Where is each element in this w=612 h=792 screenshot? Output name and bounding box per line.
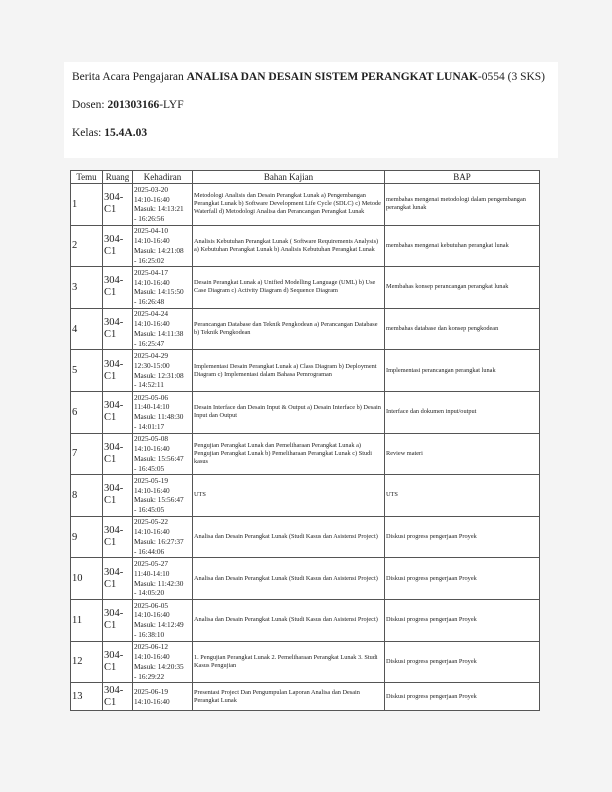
cell-kehadiran — [133, 308, 193, 350]
session-time: 14:10-16:40 — [134, 652, 170, 662]
cell-bap: Implementasi perancangan perangkat lunak — [385, 350, 540, 392]
cell-temu: 10 — [71, 558, 103, 600]
check-in-time: Masuk: 15:56:47 — [134, 453, 184, 463]
check-in-time: Masuk: 16:27:37 — [134, 537, 184, 547]
session-date: 2025-06-12 — [134, 642, 169, 652]
session-date: 2025-04-17 — [134, 267, 169, 277]
cell-bap: Diskusi progress pengerjaan Proyek — [385, 641, 540, 683]
class-label: Kelas: — [72, 127, 105, 139]
cell-ruang: 304-C1 — [103, 433, 133, 475]
cell-ruang: 304-C1 — [103, 308, 133, 350]
cell-kehadiran — [133, 558, 193, 600]
cell-kehadiran — [133, 433, 193, 475]
cell-bap: Diskusi progress pengerjaan Proyek — [385, 599, 540, 641]
table-row — [71, 267, 540, 309]
session-date: 2025-06-05 — [134, 600, 169, 610]
cell-temu: 8 — [71, 475, 103, 517]
cell-bap: membahas mengenai metodologi dalam pengembangan perangkat lunak — [385, 184, 540, 226]
cell-bap: Diskusi progress pengerjaan Proyek — [385, 516, 540, 558]
course-code: -0554 (3 SKS) — [477, 71, 545, 83]
table-row — [71, 683, 540, 711]
lecturer-id: 201303166 — [107, 99, 160, 111]
cell-ruang: 304-C1 — [103, 683, 133, 711]
cell-ruang: 304-C1 — [103, 225, 133, 267]
check-out-time: - 14:01:17 — [134, 422, 165, 432]
cell-ruang: 304-C1 — [103, 184, 133, 226]
cell-kehadiran — [133, 350, 193, 392]
table-row — [71, 433, 540, 475]
check-in-time: Masuk: 14:11:38 — [134, 329, 184, 339]
cell-bahan-kajian: Analisa dan Desain Perangkat Lunak (Studi Kasus dan Asistensi Project) — [193, 599, 385, 641]
lecturer-line — [72, 98, 550, 112]
table-row — [71, 350, 540, 392]
column-header-bahan-kajian: Bahan Kajian — [193, 171, 385, 184]
cell-bahan-kajian: Desain Perangkat Lunak a) Unified Modelling Language (UML) b) Use Case Diagram c) Activity Diagram d) Sequence Diagram — [193, 267, 385, 309]
cell-temu: 11 — [71, 599, 103, 641]
check-out-time: - 16:45:05 — [134, 463, 165, 473]
cell-bap: Diskusi progress pengerjaan Proyek — [385, 683, 540, 711]
session-time: 14:10-16:40 — [134, 527, 170, 537]
session-date: 2025-04-24 — [134, 309, 169, 319]
cell-temu: 12 — [71, 641, 103, 683]
attendance-table — [70, 170, 540, 711]
cell-temu: 7 — [71, 433, 103, 475]
session-time: 11:40-14:10 — [134, 568, 170, 578]
cell-bahan-kajian: Analisa dan Desain Perangkat Lunak (Studi Kasus dan Asistensi Project) — [193, 516, 385, 558]
check-in-time: Masuk: 14:13:21 — [134, 204, 184, 214]
session-date: 2025-05-22 — [134, 517, 169, 527]
cell-ruang: 304-C1 — [103, 558, 133, 600]
cell-bahan-kajian: Implementasi Desain Perangkat Lunak a) Class Diagram b) Deployment Diagram c) Implementasi dalam Bahasa Pemrograman — [193, 350, 385, 392]
table-row — [71, 475, 540, 517]
check-out-time: - 16:38:10 — [134, 630, 165, 640]
check-out-time: - 14:52:11 — [134, 380, 164, 390]
cell-ruang: 304-C1 — [103, 350, 133, 392]
cell-bahan-kajian: Perancangan Database dan Teknik Pengkodean a) Perancangan Database b) Teknik Pengkodean — [193, 308, 385, 350]
cell-ruang: 304-C1 — [103, 267, 133, 309]
cell-kehadiran — [133, 391, 193, 433]
cell-temu: 9 — [71, 516, 103, 558]
document-title — [72, 70, 550, 84]
check-in-time: Masuk: 14:15:50 — [134, 287, 184, 297]
session-time: 11:40-14:10 — [134, 402, 170, 412]
cell-bahan-kajian: 1. Pengujian Perangkat Lunak 2. Pemeliharaan Perangkat Lunak 3. Studi Kasus Pengujian — [193, 641, 385, 683]
cell-kehadiran — [133, 475, 193, 517]
session-date: 2025-05-19 — [134, 475, 169, 485]
session-date: 2025-03-20 — [134, 184, 169, 194]
check-in-time: Masuk: 14:21:08 — [134, 245, 184, 255]
cell-ruang: 304-C1 — [103, 599, 133, 641]
cell-kehadiran — [133, 516, 193, 558]
cell-bap: Diskusi progress pengerjaan Proyek — [385, 558, 540, 600]
table-row — [71, 225, 540, 267]
check-in-time: Masuk: 12:31:08 — [134, 370, 184, 380]
session-time: 12:30-15:00 — [134, 360, 170, 370]
session-date: 2025-04-29 — [134, 351, 169, 361]
cell-bap: Membahas konsep perancangan perangkat lunak — [385, 267, 540, 309]
cell-kehadiran — [133, 683, 193, 711]
check-in-time: Masuk: 11:42:30 — [134, 578, 184, 588]
table-row — [71, 308, 540, 350]
cell-temu: 4 — [71, 308, 103, 350]
column-header-temu: Temu — [71, 171, 103, 184]
table-row — [71, 599, 540, 641]
cell-bap: UTS — [385, 475, 540, 517]
cell-temu: 3 — [71, 267, 103, 309]
cell-bap: Review materi — [385, 433, 540, 475]
table-header-row — [71, 171, 540, 184]
cell-kehadiran — [133, 225, 193, 267]
session-time: 14:10-16:40 — [134, 319, 170, 329]
column-header-ruang: Ruang — [103, 171, 133, 184]
session-date: 2025-06-19 — [134, 686, 169, 696]
cell-ruang: 304-C1 — [103, 475, 133, 517]
cell-temu: 2 — [71, 225, 103, 267]
column-header-kehadiran: Kehadiran — [133, 171, 193, 184]
table-row — [71, 558, 540, 600]
check-out-time: - 16:25:47 — [134, 338, 165, 348]
cell-bahan-kajian: UTS — [193, 475, 385, 517]
table-row — [71, 641, 540, 683]
column-header-bap: BAP — [385, 171, 540, 184]
table-row — [71, 184, 540, 226]
cell-temu: 5 — [71, 350, 103, 392]
cell-kehadiran — [133, 599, 193, 641]
cell-bahan-kajian: Analisis Kebutuhan Perangkat Lunak ( Software Requirements Analysis) a) Kebutuhan Perangkat Lunak b) Analisis Kebutuhan Perangkat Lunak — [193, 225, 385, 267]
cell-bahan-kajian: Metodologi Analisis dan Desain Perangkat Lunak a) Pengembangan Perangkat Lunak b) Software Development Life Cycle (SDLC) c) Metode Waterfall d) Metodologi Analisa dan Perancangan Perangkat Lunak — [193, 184, 385, 226]
session-time: 14:10-16:40 — [134, 444, 170, 454]
table-row — [71, 516, 540, 558]
check-out-time: - 16:29:22 — [134, 671, 165, 681]
cell-kehadiran — [133, 267, 193, 309]
class-value: 15.4A.03 — [104, 127, 148, 139]
cell-temu: 1 — [71, 184, 103, 226]
session-time: 14:10-16:40 — [134, 236, 170, 246]
cell-bahan-kajian: Analisa dan Desain Perangkat Lunak (Studi Kasus dan Asistensi Project) — [193, 558, 385, 600]
class-line — [72, 126, 550, 140]
check-out-time: - 16:26:56 — [134, 214, 165, 224]
check-out-time: - 16:45:05 — [134, 505, 165, 515]
document-header — [64, 62, 558, 158]
lecturer-label: Dosen: — [72, 99, 108, 111]
session-time: 14:10-16:40 — [134, 610, 170, 620]
check-out-time: - 16:44:06 — [134, 546, 165, 556]
table-body — [71, 184, 540, 711]
check-in-time: Masuk: 14:20:35 — [134, 661, 184, 671]
session-time: 14:10-16:40 — [134, 696, 170, 706]
check-out-time: - 14:05:20 — [134, 588, 165, 598]
cell-bahan-kajian: Pengujian Perangkat Lunak dan Pemeliharaan Perangkat Lunak a) Pengujian Perangkat Lunak b) Pemeliharaan Perangkat Lunak c) Studi kasus — [193, 433, 385, 475]
check-in-time: Masuk: 11:48:30 — [134, 412, 184, 422]
table-row — [71, 391, 540, 433]
cell-temu: 6 — [71, 391, 103, 433]
session-time: 14:10-16:40 — [134, 277, 170, 287]
cell-bahan-kajian: Desain Interface dan Desain Input & Output a) Desain Interface b) Desain Input dan Output — [193, 391, 385, 433]
cell-bap: membahas database dan konsep pengkodean — [385, 308, 540, 350]
session-date: 2025-05-08 — [134, 434, 169, 444]
session-date: 2025-05-27 — [134, 559, 169, 569]
title-prefix: Berita Acara Pengajaran — [72, 71, 187, 83]
cell-ruang: 304-C1 — [103, 516, 133, 558]
check-out-time: - 16:26:48 — [134, 297, 165, 307]
check-out-time: - 16:25:02 — [134, 255, 165, 265]
check-in-time: Masuk: 15:56:47 — [134, 495, 184, 505]
cell-kehadiran — [133, 184, 193, 226]
cell-bap: membahas mengenai kebutuhan perangkat lunak — [385, 225, 540, 267]
cell-bap: Interface dan dokumen input/output — [385, 391, 540, 433]
check-in-time: Masuk: 14:12:49 — [134, 620, 184, 630]
session-time: 14:10-16:40 — [134, 194, 170, 204]
cell-kehadiran — [133, 641, 193, 683]
course-name: ANALISA DAN DESAIN SISTEM PERANGKAT LUNAK — [186, 71, 478, 83]
lecturer-code: -LYF — [159, 99, 184, 111]
session-time: 14:10-16:40 — [134, 485, 170, 495]
session-date: 2025-04-10 — [134, 226, 169, 236]
cell-bahan-kajian: Presentasi Project Dan Pengumpulan Laporan Analisa dan Desain Perangkat Lunak — [193, 683, 385, 711]
cell-ruang: 304-C1 — [103, 391, 133, 433]
cell-temu: 13 — [71, 683, 103, 711]
cell-ruang: 304-C1 — [103, 641, 133, 683]
session-date: 2025-05-06 — [134, 392, 169, 402]
